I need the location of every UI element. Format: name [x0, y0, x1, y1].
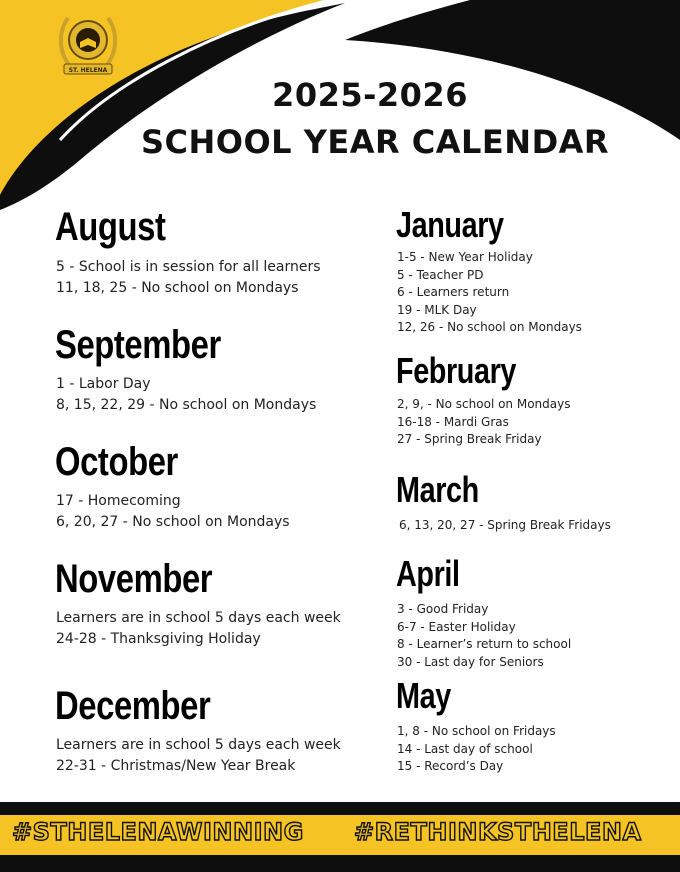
- event-line: 15 - Record’s Day: [397, 759, 504, 773]
- month-events-may: [397, 723, 556, 776]
- event-line: 6, 13, 20, 27 - Spring Break Fridays: [399, 518, 611, 532]
- month-events-april: [397, 601, 571, 671]
- black-swoosh-right: [340, 0, 680, 140]
- event-line: 6, 20, 27 - No school on Mondays: [56, 514, 290, 530]
- event-line: 1, 8 - No school on Fridays: [397, 724, 556, 738]
- event-line: 17 - Homecoming: [56, 493, 181, 509]
- event-line: 6-7 - Easter Holiday: [397, 619, 516, 634]
- month-events-november: [56, 608, 341, 650]
- hashtag-sthelenawinning: #STHELENAWINNING: [12, 818, 304, 846]
- event-line: 24-28 - Thanksgiving Holiday: [56, 631, 261, 647]
- event-line: 19 - MLK Day: [397, 302, 477, 317]
- event-line: 11, 18, 25 - No school on Mondays: [56, 280, 299, 296]
- page-year: 2025-2026: [272, 76, 468, 114]
- month-heading-may: May: [396, 675, 451, 716]
- event-line: 3 - Good Friday: [397, 602, 489, 616]
- month-heading-november: November: [55, 557, 213, 601]
- month-heading-april: April: [396, 553, 460, 594]
- event-line: 1-5 - New Year Holiday: [397, 250, 533, 264]
- crest-banner-text: ST. HELENA: [68, 67, 108, 74]
- month-events-january: [397, 249, 582, 337]
- month-events-march: [399, 517, 611, 535]
- event-line: Learners are in school 5 days each week: [56, 610, 341, 626]
- month-heading-march: March: [396, 469, 479, 510]
- month-events-december: [56, 735, 341, 777]
- event-line: 5 - School is in session for all learners: [56, 259, 321, 275]
- month-events-february: [397, 396, 570, 449]
- event-line: 8, 15, 22, 29 - No school on Mondays: [56, 397, 317, 413]
- month-heading-february: February: [396, 350, 517, 391]
- event-line: 1 - Labor Day: [56, 376, 151, 392]
- event-line: 30 - Last day for Seniors: [397, 654, 544, 669]
- month-heading-december: December: [55, 684, 211, 728]
- month-heading-august: August: [55, 205, 166, 249]
- month-events-october: [56, 491, 290, 533]
- event-line: 5 - Teacher PD: [397, 267, 484, 282]
- event-line: 14 - Last day of school: [397, 741, 533, 756]
- event-line: 22-31 - Christmas/New Year Break: [56, 758, 296, 774]
- event-line: 6 - Learners return: [397, 285, 510, 299]
- footer-black-stripe-top: [0, 802, 680, 815]
- event-line: 8 - Learner’s return to school: [397, 637, 572, 651]
- event-line: 27 - Spring Break Friday: [397, 432, 542, 446]
- footer-black-stripe-bottom: [0, 855, 680, 872]
- event-line: Learners are in school 5 days each week: [56, 737, 341, 753]
- school-crest-logo: [54, 8, 122, 80]
- event-line: 16-18 - Mardi Gras: [397, 414, 509, 429]
- event-line: 2, 9, - No school on Mondays: [397, 397, 571, 411]
- event-line: 12, 26 - No school on Mondays: [397, 320, 582, 334]
- hashtag-rethinksthelena: #RETHINKSTHELENA: [354, 818, 642, 846]
- month-events-september: [56, 374, 316, 416]
- page-title: SCHOOL YEAR CALENDAR: [140, 123, 610, 161]
- month-heading-january: January: [396, 204, 504, 245]
- month-heading-october: October: [55, 440, 178, 484]
- month-heading-september: September: [55, 323, 221, 367]
- month-events-august: [56, 257, 321, 299]
